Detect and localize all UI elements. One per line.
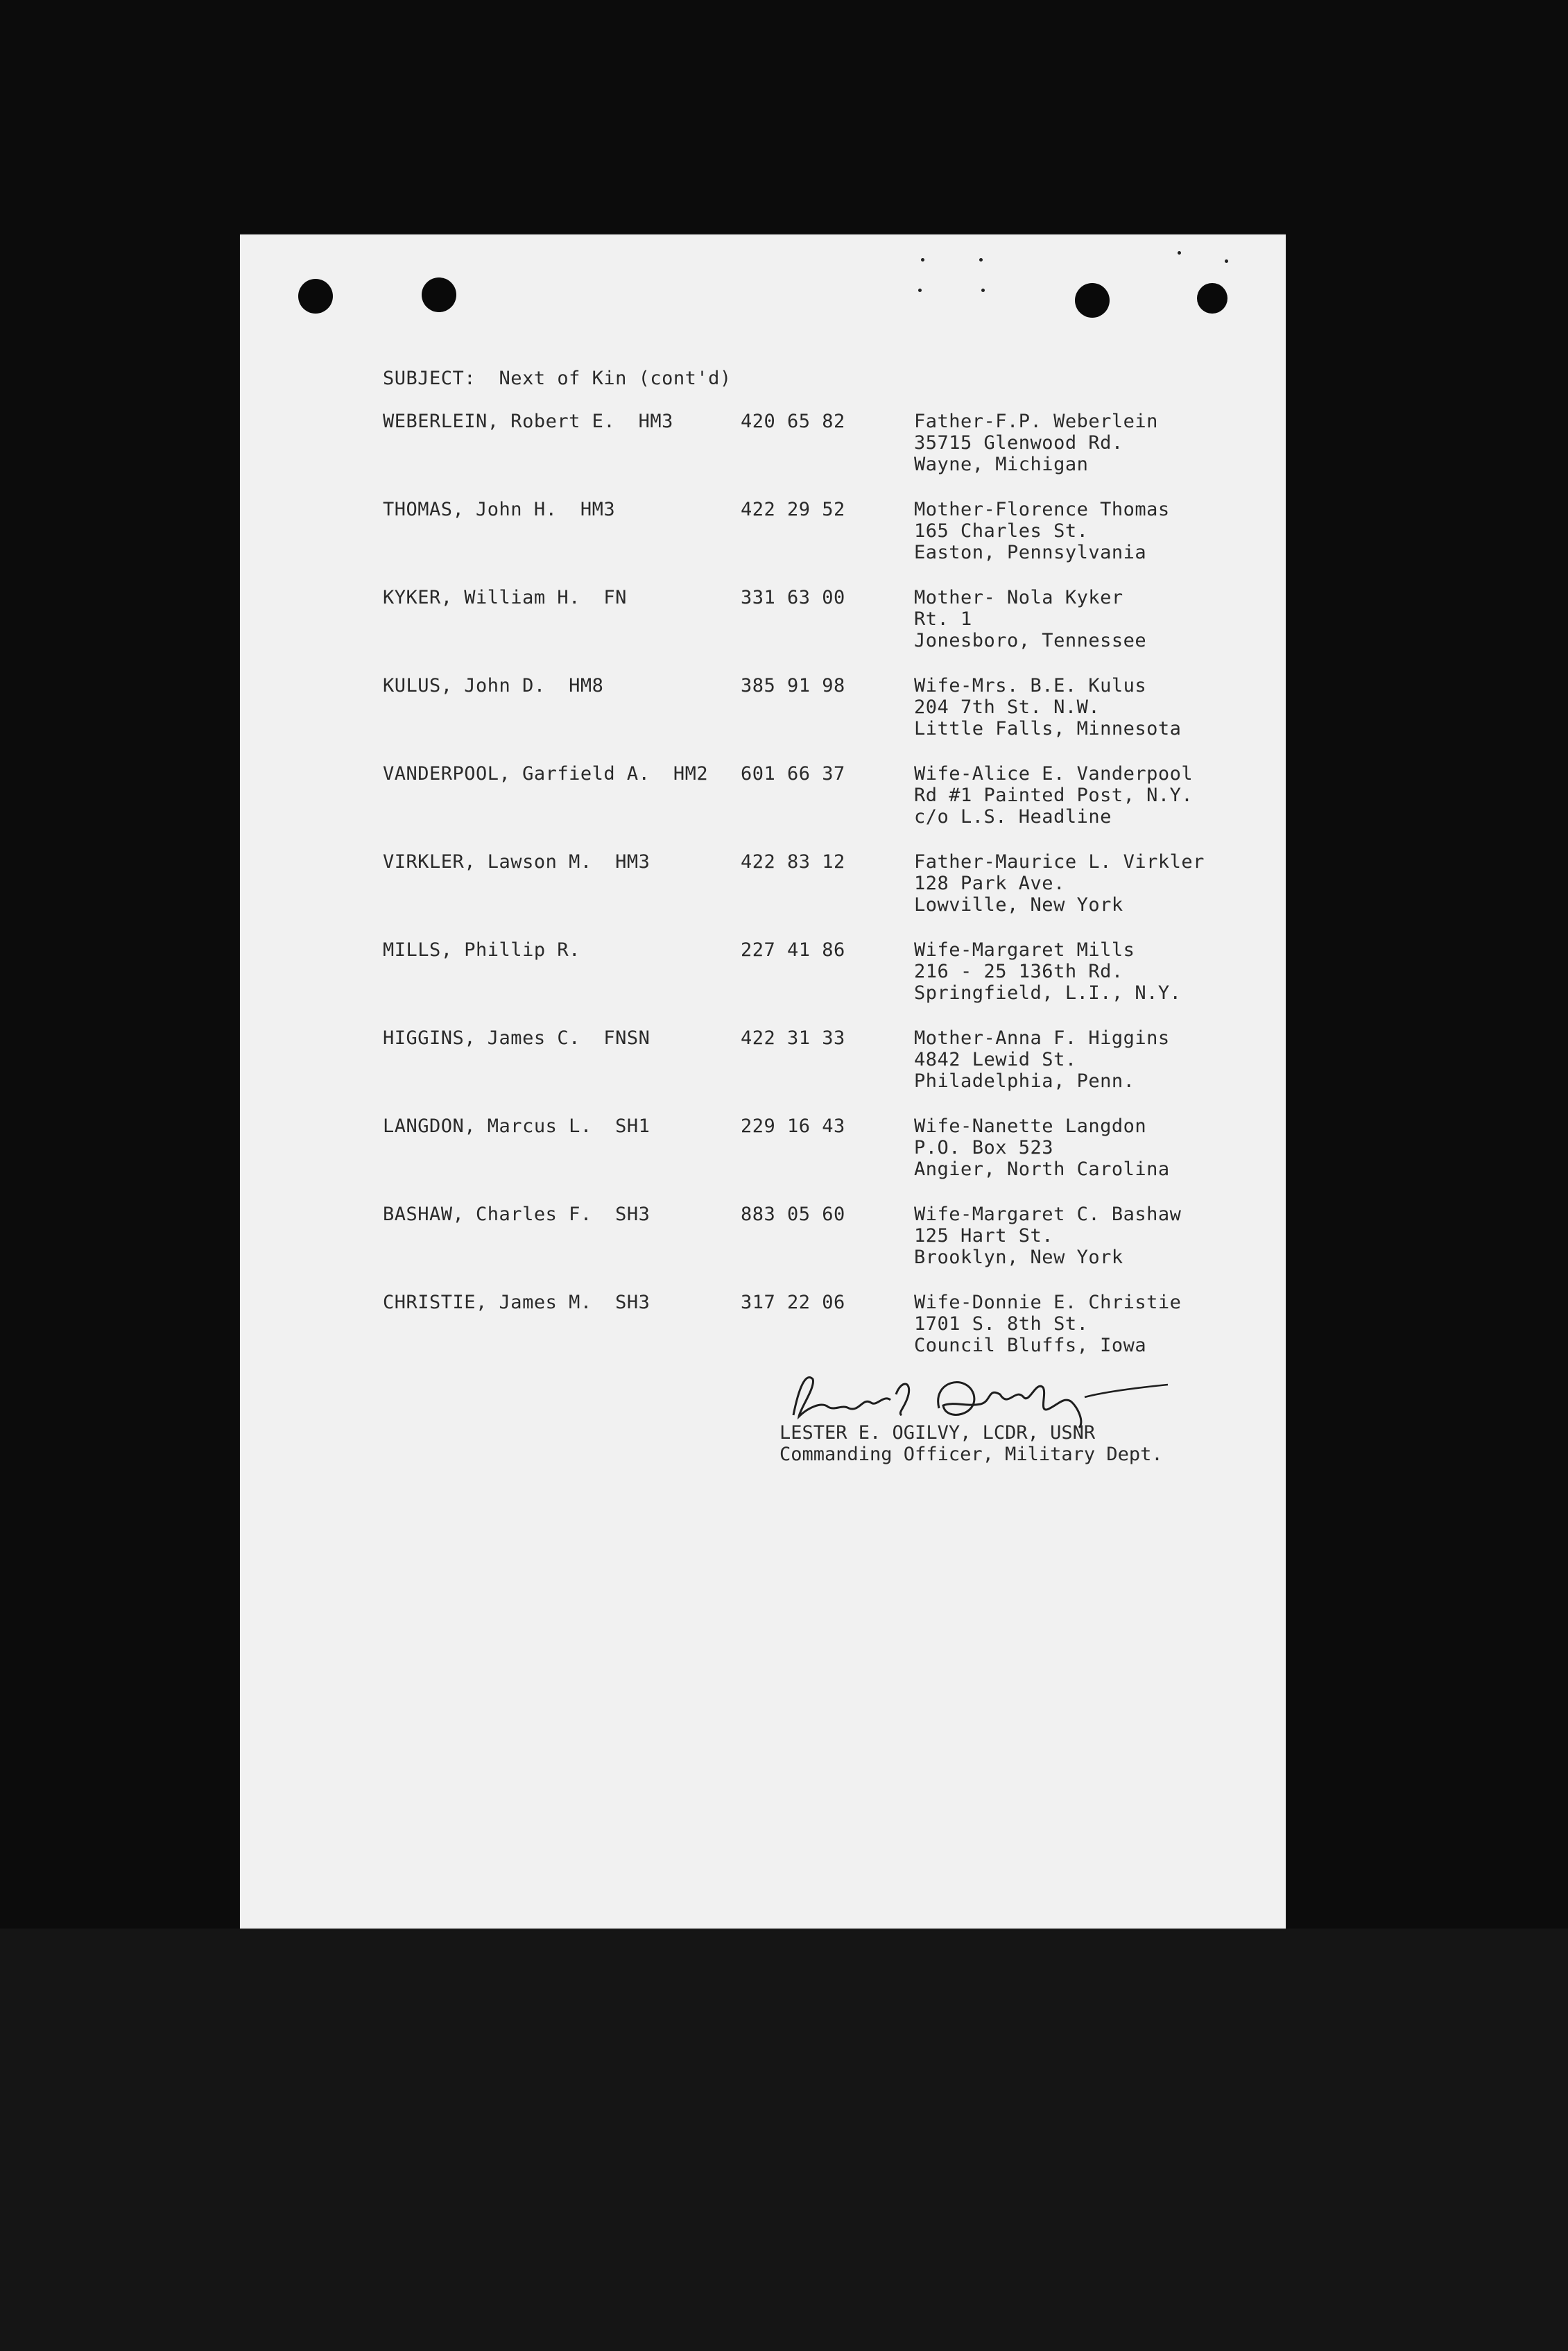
kin-line: Mother-Florence Thomas — [914, 499, 1170, 520]
list-item — [240, 1204, 1286, 1280]
kin-line: Wife-Donnie E. Christie — [914, 1292, 1182, 1313]
handwritten-signature — [779, 1367, 1209, 1429]
punch-hole-4 — [1197, 283, 1227, 314]
list-item — [240, 675, 1286, 751]
kin-line: 165 Charles St. — [914, 520, 1089, 542]
list-item — [240, 499, 1286, 575]
kin-line: Wife-Nanette Langdon — [914, 1115, 1147, 1137]
paper-speck — [918, 289, 922, 292]
kin-line: Little Falls, Minnesota — [914, 718, 1182, 740]
sailor-name: WEBERLEIN, Robert E. HM3 — [383, 411, 673, 432]
kin-line: Lowville, New York — [914, 894, 1123, 916]
sailor-name: VIRKLER, Lawson M. HM3 — [383, 851, 651, 873]
service-number: 422 31 33 — [741, 1027, 845, 1049]
paper-speck — [979, 258, 983, 262]
kin-line: 216 - 25 136th Rd. — [914, 961, 1123, 982]
punch-hole-2 — [422, 277, 456, 312]
kin-line: c/o L.S. Headline — [914, 806, 1112, 828]
kin-line: Wife-Margaret C. Bashaw — [914, 1204, 1182, 1225]
kin-line: Angier, North Carolina — [914, 1159, 1170, 1180]
service-number: 601 66 37 — [741, 763, 845, 785]
signatory-name: LESTER E. OGILVY, LCDR, USNR — [779, 1422, 1096, 1444]
service-number: 331 63 00 — [741, 587, 845, 608]
next-of-kin — [914, 763, 1193, 828]
next-of-kin — [914, 499, 1170, 563]
kin-line: Wayne, Michigan — [914, 454, 1089, 475]
kin-line: Philadelphia, Penn. — [914, 1070, 1135, 1092]
kin-line: Easton, Pennsylvania — [914, 542, 1147, 563]
sailor-name: LANGDON, Marcus L. SH1 — [383, 1115, 651, 1137]
sailor-name: VANDERPOOL, Garfield A. HM2 — [383, 763, 709, 785]
list-item — [240, 939, 1286, 1016]
service-number: 229 16 43 — [741, 1115, 845, 1137]
service-number: 883 05 60 — [741, 1204, 845, 1225]
next-of-kin — [914, 939, 1181, 1004]
sailor-name: MILLS, Phillip R. — [383, 939, 580, 961]
list-item — [240, 1027, 1286, 1104]
service-number: 420 65 82 — [741, 411, 845, 432]
kin-line: Springfield, L.I., N.Y. — [914, 982, 1182, 1004]
next-of-kin — [914, 411, 1158, 475]
kin-line: 204 7th St. N.W. — [914, 696, 1101, 718]
paper-speck — [921, 258, 924, 262]
kin-line: Wife-Alice E. Vanderpool — [914, 763, 1194, 785]
kin-line: Jonesboro, Tennessee — [914, 630, 1147, 651]
kin-line: Mother-Anna F. Higgins — [914, 1027, 1170, 1049]
service-number: 422 29 52 — [741, 499, 845, 520]
paper-speck — [981, 289, 985, 292]
next-of-kin — [914, 1115, 1170, 1180]
kin-line: 4842 Lewid St. — [914, 1049, 1077, 1070]
kin-line: Father-F.P. Weberlein — [914, 411, 1158, 432]
signatory-title: Commanding Officer, Military Dept. — [779, 1444, 1163, 1465]
punch-hole-1 — [298, 279, 333, 314]
list-item — [240, 587, 1286, 663]
kin-line: 1701 S. 8th St. — [914, 1313, 1089, 1335]
list-item — [240, 1115, 1286, 1192]
sailor-name: KYKER, William H. FN — [383, 587, 627, 608]
kin-line: Wife-Mrs. B.E. Kulus — [914, 675, 1147, 696]
next-of-kin — [914, 1204, 1181, 1268]
kin-line: Council Bluffs, Iowa — [914, 1335, 1147, 1356]
kin-line: Mother- Nola Kyker — [914, 587, 1123, 608]
document-page — [240, 234, 1286, 1929]
kin-line: Brooklyn, New York — [914, 1247, 1123, 1268]
list-item — [240, 851, 1286, 927]
next-of-kin — [914, 675, 1181, 740]
punch-hole-3 — [1075, 283, 1110, 318]
next-of-kin — [914, 1292, 1181, 1356]
service-number: 317 22 06 — [741, 1292, 845, 1313]
next-of-kin — [914, 851, 1205, 916]
kin-line: Rt. 1 — [914, 608, 972, 630]
sailor-name: HIGGINS, James C. FNSN — [383, 1027, 651, 1049]
kin-line: 35715 Glenwood Rd. — [914, 432, 1123, 454]
list-item — [240, 763, 1286, 839]
scan-background — [0, 1929, 1568, 2351]
sailor-name: BASHAW, Charles F. SH3 — [383, 1204, 651, 1225]
sailor-name: CHRISTIE, James M. SH3 — [383, 1292, 651, 1313]
paper-speck — [1225, 259, 1228, 263]
kin-line: Rd #1 Painted Post, N.Y. — [914, 785, 1194, 806]
paper-speck — [1178, 251, 1181, 255]
kin-line: 125 Hart St. — [914, 1225, 1054, 1247]
sailor-name: KULUS, John D. HM8 — [383, 675, 604, 696]
kin-line: Wife-Margaret Mills — [914, 939, 1135, 961]
service-number: 227 41 86 — [741, 939, 845, 961]
service-number: 385 91 98 — [741, 675, 845, 696]
next-of-kin — [914, 1027, 1170, 1092]
signature-typed-block — [779, 1422, 1163, 1465]
subject-line: SUBJECT: Next of Kin (cont'd) — [383, 368, 732, 389]
kin-line: 128 Park Ave. — [914, 873, 1065, 894]
sailor-name: THOMAS, John H. HM3 — [383, 499, 616, 520]
next-of-kin — [914, 587, 1146, 651]
kin-line: Father-Maurice L. Virkler — [914, 851, 1205, 873]
list-item — [240, 411, 1286, 487]
list-item — [240, 1292, 1286, 1368]
kin-line: P.O. Box 523 — [914, 1137, 1054, 1159]
service-number: 422 83 12 — [741, 851, 845, 873]
